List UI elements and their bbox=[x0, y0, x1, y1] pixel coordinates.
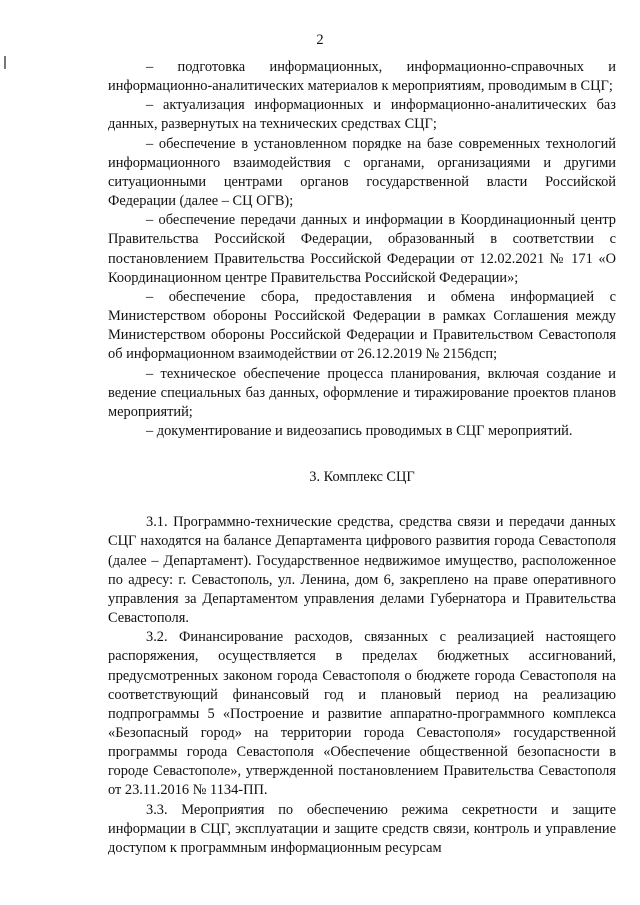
document-body bbox=[108, 58, 616, 858]
list-item: – обеспечение сбора, предоставления и обмена информацией с Министерством обороны Российской Федерации в рамках Соглашения между Министерством обороны Российской Федерации и Правительством Севастополя об информационном взаимодействии от 26.12.2019 № 2156дсп; bbox=[108, 288, 616, 363]
paragraph: 3.1. Программно-технические средства, средства связи и передачи данных СЦГ находятся на балансе Департамента цифрового развития города Севастополя (далее – Департамент). Государственное недвижимое имущество, расположенное по адресу: г. Севастополь, ул. Ленина, дом 6, закреплено на праве оперативного управления за Департаментом управления делами Губернатора и Правительства Севастополя. bbox=[108, 514, 616, 627]
section-heading: 3. Комплекс СЦГ bbox=[309, 469, 415, 486]
list-item: – актуализация информационных и информационно-аналитических баз данных, развернутых на технических средствах СЦГ; bbox=[108, 97, 616, 133]
page-number: 2 bbox=[316, 32, 324, 48]
list-item: – техническое обеспечение процесса планирования, включая создание и ведение специальных баз данных, оформление и тиражирование проектов планов мероприятий; bbox=[108, 365, 616, 420]
paragraph: 3.3. Мероприятия по обеспечению режима секретности и защите информации в СЦГ, эксплуатации и защите средств связи, контроль и управление доступом к программным информационным ресурсам bbox=[108, 801, 616, 856]
paragraph: 3.2. Финансирование расходов, связанных с реализацией настоящего распоряжения, осуществляется в пределах бюджетных ассигнований, предусмотренных законом города Севастополя о бюджете города Севастополя на соответствующий финансовый год и плановый период на реализацию подпрограммы 5 «Построение и развитие аппаратно-программного комплекса «Безопасный город» на территории города Севастополя» государственной программы города Севастополя «Обеспечение общественной безопасности в городе Севастополе», утвержденной постановлением Правительства Севастополя от 23.11.2016 № 1134-ПП. bbox=[108, 629, 616, 799]
margin-mark bbox=[4, 56, 6, 69]
list-item: – обеспечение в установленном порядке на базе современных технологий информационного взаимодействия с органами, организациями и другими ситуационными центрами органов государственной власти Российской Федерации (далее – СЦ ОГВ); bbox=[108, 135, 616, 210]
list-item: – обеспечение передачи данных и информации в Координационный центр Правительства Российской Федерации, образованный в соответствии с постановлением Правительства Российской Федерации от 12.02.2021 № 171 «О Координационном центре Правительства Российской Федерации»; bbox=[108, 212, 616, 286]
list-item: – подготовка информационных, информационно-справочных и информационно-аналитических материалов к мероприятиям, проводимым в СЦГ; bbox=[108, 59, 616, 95]
list-item: – документирование и видеозапись проводимых в СЦГ мероприятий. bbox=[146, 422, 573, 439]
